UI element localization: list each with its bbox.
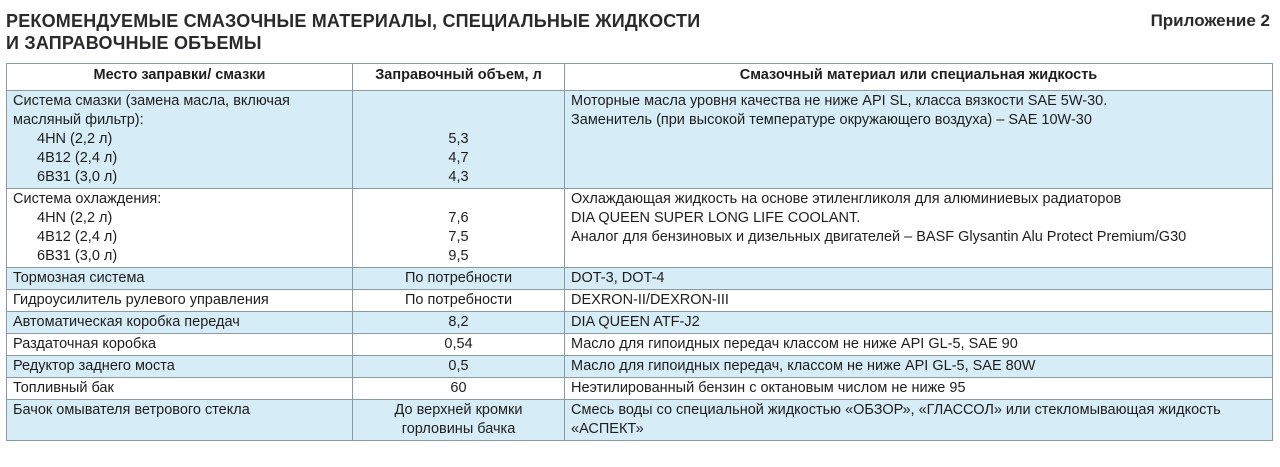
volume-line: [359, 190, 558, 209]
place-line: 6B31 (3,0 л): [37, 169, 118, 185]
material-line: Смесь воды со специальной жидкостью «ОБЗОР», «ГЛАССОЛ» или стекломывающая жидкость: [571, 402, 1221, 418]
header-place: Место заправки/ смазки: [7, 64, 353, 91]
place-line: 4B12 (2,4 л): [37, 150, 118, 166]
table-row: [7, 400, 1273, 441]
volume-line: 4,7: [448, 150, 469, 166]
table-row: [7, 378, 1273, 400]
title-line-2: И ЗАПРАВОЧНЫЕ ОБЪЕМЫ: [6, 33, 262, 53]
material-line: «АСПЕКТ»: [571, 421, 644, 437]
place-cell: [7, 189, 353, 268]
place-line: Система охлаждения:: [13, 191, 162, 207]
document-title: [6, 10, 766, 54]
material-line: Заменитель (при высокой температуре окружающего воздуха) – SAE 10W-30: [571, 112, 1092, 128]
document-header: [6, 10, 1274, 58]
volume-line: 7,5: [448, 229, 469, 245]
volume-cell: 0,5: [353, 356, 565, 378]
volume-cell: По потребности: [353, 290, 565, 312]
material-cell: DOT-3, DOT-4: [565, 268, 1273, 290]
material-cell: [565, 400, 1273, 441]
place-line: Система смазки (замена масла, включая: [13, 93, 290, 109]
volume-cell: 0,54: [353, 334, 565, 356]
place-cell: Топливный бак: [7, 378, 353, 400]
place-cell: [7, 91, 353, 189]
material-cell: Масло для гипоидных передач классом не ниже API GL-5, SAE 90: [565, 334, 1273, 356]
material-cell: DEXRON-II/DEXRON-III: [565, 290, 1273, 312]
volume-line: 9,5: [448, 248, 469, 264]
place-cell: Гидроусилитель рулевого управления: [7, 290, 353, 312]
place-line: 4HN (2,2 л): [37, 131, 113, 147]
table-row: [7, 356, 1273, 378]
material-cell: [565, 189, 1273, 268]
material-cell: DIA QUEEN ATF-J2: [565, 312, 1273, 334]
place-line: масляный фильтр):: [13, 112, 144, 128]
material-cell: [565, 91, 1273, 189]
place-cell: Тормозная система: [7, 268, 353, 290]
table-header-row: [7, 64, 1273, 91]
appendix-label: Приложение 2: [1150, 11, 1270, 30]
volume-line: горловины бачка: [401, 421, 516, 437]
place-cell: Редуктор заднего моста: [7, 356, 353, 378]
volume-line: 5,3: [448, 131, 469, 147]
table-row: [7, 268, 1273, 290]
place-line: 4B12 (2,4 л): [37, 229, 118, 245]
fluids-table: [6, 63, 1273, 441]
header-material: Смазочный материал или специальная жидкость: [565, 64, 1273, 91]
volume-cell: По потребности: [353, 268, 565, 290]
volume-cell: 8,2: [353, 312, 565, 334]
material-line: Аналог для бензиновых и дизельных двигателей – BASF Glysantin Alu Protect Premium/G30: [571, 229, 1187, 245]
volume-line: 4,3: [448, 169, 469, 185]
material-cell: Масло для гипоидных передач, классом не ниже API GL-5, SAE 80W: [565, 356, 1273, 378]
title-line-1: РЕКОМЕНДУЕМЫЕ СМАЗОЧНЫЕ МАТЕРИАЛЫ, СПЕЦИАЛЬНЫЕ ЖИДКОСТИ: [6, 11, 701, 31]
volume-line: [359, 111, 558, 130]
table-row: [7, 91, 1273, 189]
table-row: [7, 334, 1273, 356]
volume-line: [359, 92, 558, 111]
material-line: Моторные масла уровня качества не ниже API SL, класса вязкости SAE 5W-30.: [571, 93, 1108, 109]
volume-line: До верхней кромки: [394, 402, 523, 418]
place-cell: Бачок омывателя ветрового стекла: [7, 400, 353, 441]
table-row: [7, 189, 1273, 268]
volume-cell: 60: [353, 378, 565, 400]
volume-cell: [353, 400, 565, 441]
volume-cell: [353, 189, 565, 268]
volume-line: 7,6: [448, 210, 469, 226]
place-cell: Автоматическая коробка передач: [7, 312, 353, 334]
place-line: 6B31 (3,0 л): [37, 248, 118, 264]
material-cell: Неэтилированный бензин с октановым числом не ниже 95: [565, 378, 1273, 400]
table-row: [7, 312, 1273, 334]
material-line: Охлаждающая жидкость на основе этиленгликоля для алюминиевых радиаторов: [571, 191, 1122, 207]
material-line: DIA QUEEN SUPER LONG LIFE COOLANT.: [571, 210, 861, 226]
table-row: [7, 290, 1273, 312]
volume-cell: [353, 91, 565, 189]
place-cell: Раздаточная коробка: [7, 334, 353, 356]
header-volume: Заправочный объем, л: [353, 64, 565, 91]
place-line: 4HN (2,2 л): [37, 210, 113, 226]
